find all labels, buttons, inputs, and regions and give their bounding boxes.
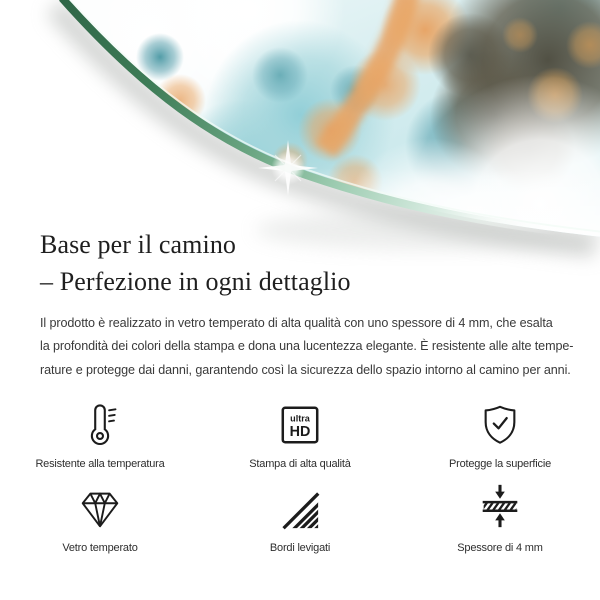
- feature-item-tempered-glass: [0, 481, 200, 555]
- feature-item-polished-edges: [200, 481, 400, 555]
- product-description: [40, 312, 573, 382]
- feature-label: Stampa di alta qualità: [249, 458, 351, 470]
- ultra-hd-icon: [278, 397, 322, 447]
- feature-item-thickness: [400, 481, 600, 555]
- feature-label: Protegge la superficie: [449, 458, 551, 470]
- feature-item-protection: [400, 397, 600, 471]
- feature-item-print-quality: [200, 397, 400, 471]
- ultra-hd-text-bottom: HD: [289, 424, 311, 440]
- description-line: la profondità dei colori della stampa e dona una lucentezza elegante. È resistente alle alte tempe-: [40, 339, 574, 354]
- feature-grid: [0, 397, 600, 555]
- diamond-icon: [76, 481, 124, 531]
- page-title-line-1: Base per il camino: [40, 230, 237, 259]
- feature-label: Bordi levigati: [269, 542, 331, 554]
- polished-edges-icon: [279, 481, 321, 531]
- page-title-line-2: – Perfezione in ogni dettaglio: [40, 267, 351, 296]
- shield-check-icon: [478, 397, 522, 447]
- description-line: Il prodotto è realizzato in vetro temperato di alta qualità con uno spessore di 4 mm, che esalta: [40, 316, 553, 330]
- feature-item-temperature: [0, 397, 200, 471]
- page-title: [40, 226, 351, 300]
- thermometer-icon: [78, 397, 122, 447]
- feature-label: Spessore di 4 mm: [457, 542, 543, 554]
- feature-label: Resistente alla temperatura: [35, 458, 165, 470]
- thickness-icon: [477, 481, 523, 531]
- description-line: rature e protegge dai danni, garantendo così la sicurezza dello spazio intorno al camino per anni.: [40, 362, 571, 377]
- ultra-hd-text-top: ultra: [290, 413, 310, 424]
- feature-label: Vetro temperato: [62, 542, 138, 554]
